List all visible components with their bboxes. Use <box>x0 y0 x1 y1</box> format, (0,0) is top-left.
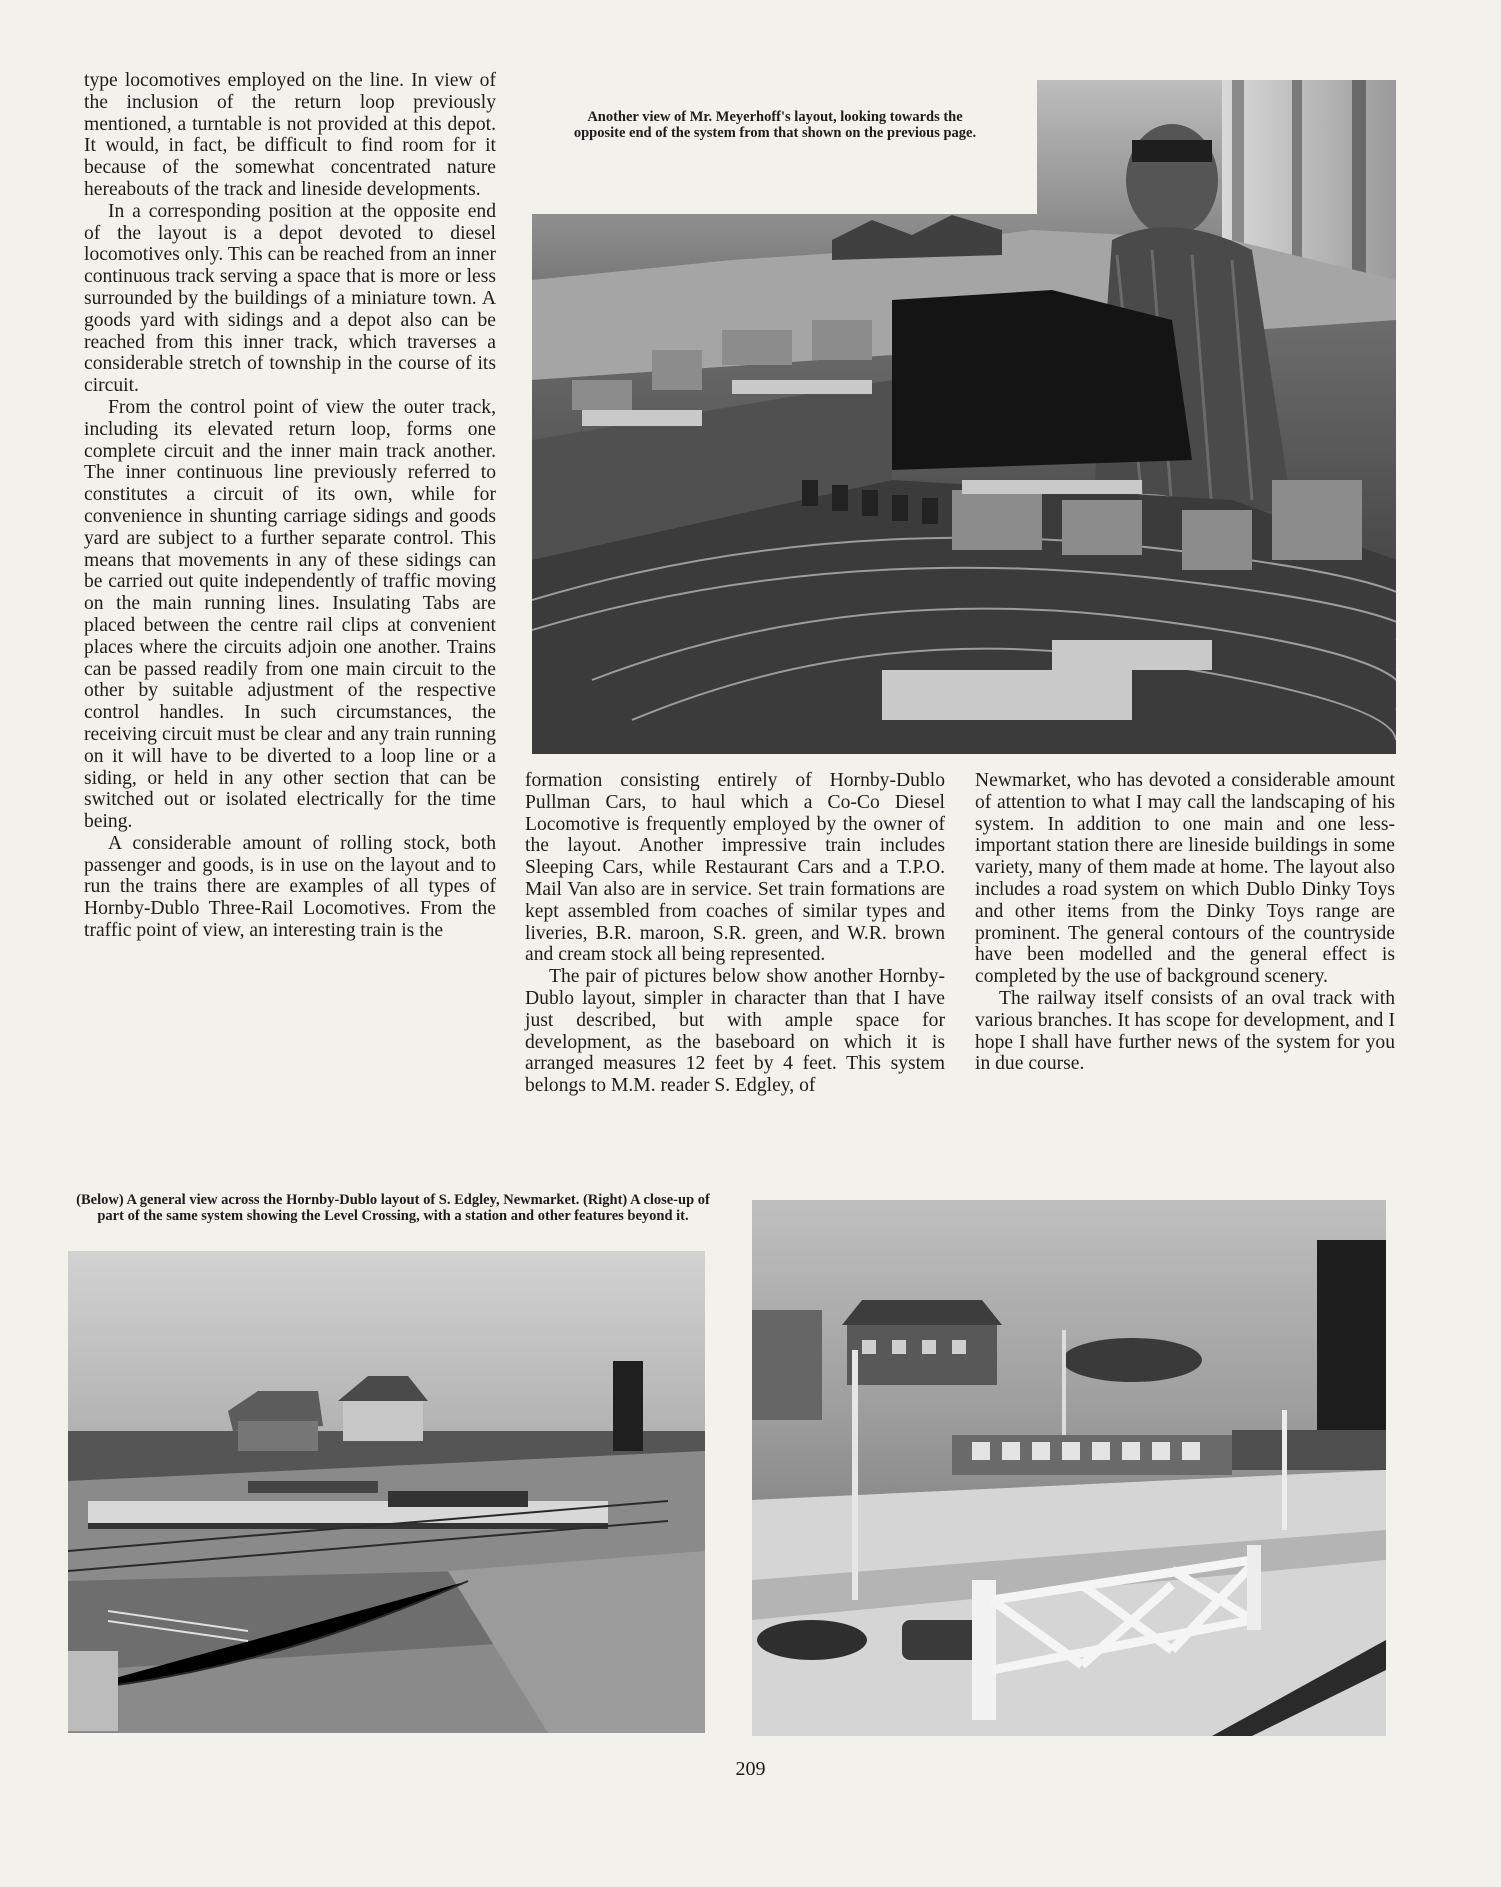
paragraph: A considerable amount of rolling stock, both passenger and goods, is in use on the layout and to run the trains there are examples of all types of Hornby-Dublo Three-Rail Locomotives. From the traffic point of view, an interesting train is the <box>84 832 496 942</box>
paragraph: The pair of pictures below show another Hornby-Dublo layout, simpler in character than that I have just described, but with ample space for development, as the baseboard on which it is arranged measures 12 feet by 4 feet. This system belongs to M.M. reader S. Edgley, of <box>525 966 945 1097</box>
right-text-column <box>975 770 1395 1075</box>
paragraph: The railway itself consists of an oval track with various branches. It has scope for development, and I hope I shall have further news of the system for you in due course. <box>975 987 1395 1075</box>
bottom-right-crossing-photo <box>752 1200 1386 1736</box>
paragraph: In a corresponding position at the opposite end of the layout is a depot devoted to diesel locomotives only. This can be reached from an inner continuous track serving a space that is more or less surrounded by the buildings of a miniature town. A goods yard with sidings and a depot also can be reached from this inner track, which traverses a considerable stretch of township in the course of its circuit. <box>84 200 496 397</box>
paragraph: formation consisting entirely of Hornby-Dublo Pullman Cars, to haul which a Co-Co Diesel Locomotive is frequently employed by the owner of the layout. Another impressive train includes Sleeping Cars, while Restaurant Cars and a T.P.O. Mail Van also are in service. Set train formations are kept assembled from coaches of similar types and liveries, B.R. maroon, S.R. green, and W.R. brown and cream stock all being represented. <box>525 770 945 966</box>
page-number: 209 <box>735 1758 766 1780</box>
paragraph: type locomotives employed on the line. In view of the inclusion of the return loop previously mentioned, a turntable is not provided at this depot. It would, in fact, be difficult to find room for it because of the somewhat concentrated nature hereabouts of the track and lineside developments. <box>84 70 496 200</box>
bottom-left-layout-photo <box>68 1251 705 1733</box>
top-layout-photo <box>532 80 1396 754</box>
paragraph: From the control point of view the outer track, including its elevated return loop, forms one complete circuit and the inner main track another. The inner continuous line previously referred to constitutes a circuit of its own, while for convenience in shunting carriage sidings and goods yard are subject to a further separate control. This means that movements in any of these sidings can be carried out quite independently of traffic moving on the main running lines. Insulating Tabs are placed between the centre rail clips at convenient places where the circuits adjoin one another. Trains can be passed readily from one main circuit to the other by suitable adjustment of the respective control handles. In such circumstances, the receiving circuit must be clear and any train running on it will have to be diverted to a loop line or a siding, or held in any other section that can be switched out or isolated electrically for the time being. <box>84 396 496 833</box>
bottom-photos-caption: (Below) A general view across the Hornby-Dublo layout of S. Edgley, Newmarket. (Right) A close-up of part of the same system showing the Level Crossing, with a station and other features beyond it. <box>76 1192 710 1224</box>
paragraph: Newmarket, who has devoted a considerable amount of attention to what I may call the landscaping of his system. In addition to one main and one less-important station there are lineside buildings in some variety, many of them made at home. The layout also includes a road system on which Dublo Dinky Toys and other items from the Dinky Toys range are prominent. The general contours of the countryside have been modelled and the general effect is completed by the use of background scenery. <box>975 770 1395 988</box>
middle-text-column <box>525 770 945 1097</box>
top-photo-caption: Another view of Mr. Meyerhoff's layout, looking towards the opposite end of the system from that shown on the previous page. <box>573 109 977 141</box>
left-text-column <box>84 70 496 942</box>
